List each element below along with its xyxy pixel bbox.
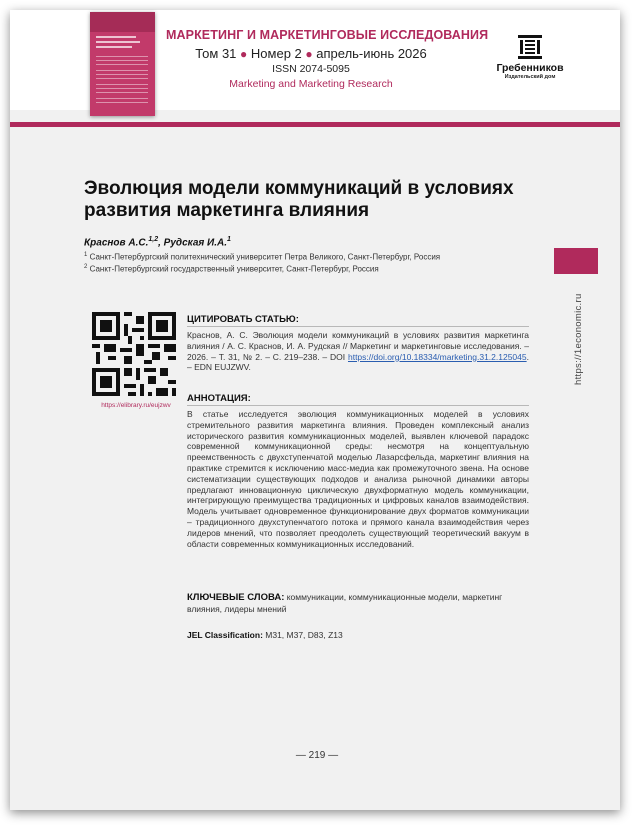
affiliation-number: 1 <box>84 252 88 258</box>
article-title: Эволюция модели коммуникаций в условиях развития маркетинга влияния <box>84 178 514 221</box>
authors: Краснов А.С.$^{1,2}$, Рудская И.А.$^1$ <box>84 236 231 249</box>
publisher-logo-icon <box>516 34 544 60</box>
jel-section <box>187 630 529 640</box>
publisher-subtitle: Издательский дом <box>504 74 556 80</box>
issn: ISSN 2074-5095 <box>272 63 350 75</box>
abstract-section <box>187 393 529 549</box>
issue-line <box>166 46 456 61</box>
jel-codes: M31, M37, D83, Z13 <box>262 630 343 640</box>
jel-classification <box>187 630 529 640</box>
keywords-label: КЛЮЧЕВЫЕ СЛОВА: <box>187 592 285 603</box>
journal-english-title: Marketing and Marketing Research <box>229 78 393 90</box>
author-affiliation-mark: 1,2 <box>148 236 159 243</box>
journal-cover-image <box>90 12 155 116</box>
issue-period: апрель-июнь 2026 <box>316 46 427 61</box>
header-divider <box>10 122 620 127</box>
section-divider <box>187 326 529 327</box>
jel-label: JEL Classification: <box>187 630 263 640</box>
section-divider <box>187 405 529 406</box>
citation-label: ЦИТИРОВАТЬ СТАТЬЮ: <box>187 314 299 325</box>
journal-title: МАРКЕТИНГ И МАРКЕТИНГОВЫЕ ИССЛЕДОВАНИЯ <box>166 28 489 42</box>
volume: Том 31 <box>195 46 237 61</box>
publisher-name: Гребенников <box>496 62 564 74</box>
bullet-icon: ● <box>240 47 248 61</box>
keywords-text: коммуникации, коммуникационные модели, маркетинг влияния, лидеры мнений <box>187 592 503 614</box>
citation-body: Краснов, А. С. Эволюция модели коммуникаций в условиях развития маркетинга влияния / А. С. Краснов, И. А. Рудская // Маркетинг и маркетинговые исследования. – 2026. – Т. 31, № 2. – С. 219–238. – DOI <box>187 330 529 362</box>
abstract-label: АННОТАЦИЯ: <box>187 393 251 404</box>
author-name: Краснов А.С. <box>84 237 149 249</box>
site-url[interactable]: https://1economic.ru <box>573 293 584 385</box>
author-name: Рудская И.А. <box>163 237 228 249</box>
qr-url[interactable]: https://elibrary.ru/eujzwv <box>101 402 171 409</box>
issue-number: Номер 2 <box>250 46 302 61</box>
keywords-section <box>187 592 529 615</box>
keywords <box>187 592 529 615</box>
abstract-text: В статье исследуется эволюция коммуникационных моделей в условиях стремительного развития маркетинга влияния. Проведен комплексный анализ исторического развития коммуникационных моделей, выявлен ключевой парадокс современной коммуникационной среды: несмотря на концептуальную преемственность с двухступенчатой моделью Лазарсфельда, маркетинг влияния на практике стремится к исключению масс-медиа как промежуточного звена. На основе систематизации существующих подходов и анализа рыночной динамики авторы предлагают инновационную циклическую двухформатную модель коммуникации, интегрирующую преимущества традиционных и цифровых каналов взаимодействия. Модель учитывает одновременное функционирование двух форматов коммуникации – традиционного двухступенчатого потока и прямого канала взаимодействия через лидеров мнений, что позволяет преодолеть существующий теоретический вакуум в области современных коммуникационных исследований. <box>187 409 529 549</box>
affiliation-text: Санкт-Петербургский государственный университет, Санкт-Петербург, Россия <box>89 264 379 274</box>
publisher-logo <box>480 34 580 80</box>
affiliation <box>84 252 440 262</box>
bullet-icon: ● <box>305 47 313 61</box>
page-number: — 219 — <box>295 750 339 761</box>
edn-text: . – EDN EUJZWV. <box>187 351 529 373</box>
qr-code-icon[interactable] <box>92 312 176 396</box>
doi-link[interactable]: https://doi.org/10.18334/marketing.31.2.125045 <box>347 351 527 362</box>
author-affiliation-mark: 1 <box>227 236 231 243</box>
journal-info <box>166 28 489 90</box>
affiliation-text: Санкт-Петербургский политехнический университет Петра Великого, Санкт-Петербург, Россия <box>89 252 441 262</box>
citation-text <box>187 330 529 373</box>
citation-section <box>187 314 529 373</box>
affiliation-number: 2 <box>84 264 88 270</box>
side-accent-block <box>554 248 598 274</box>
affiliation <box>84 264 379 274</box>
